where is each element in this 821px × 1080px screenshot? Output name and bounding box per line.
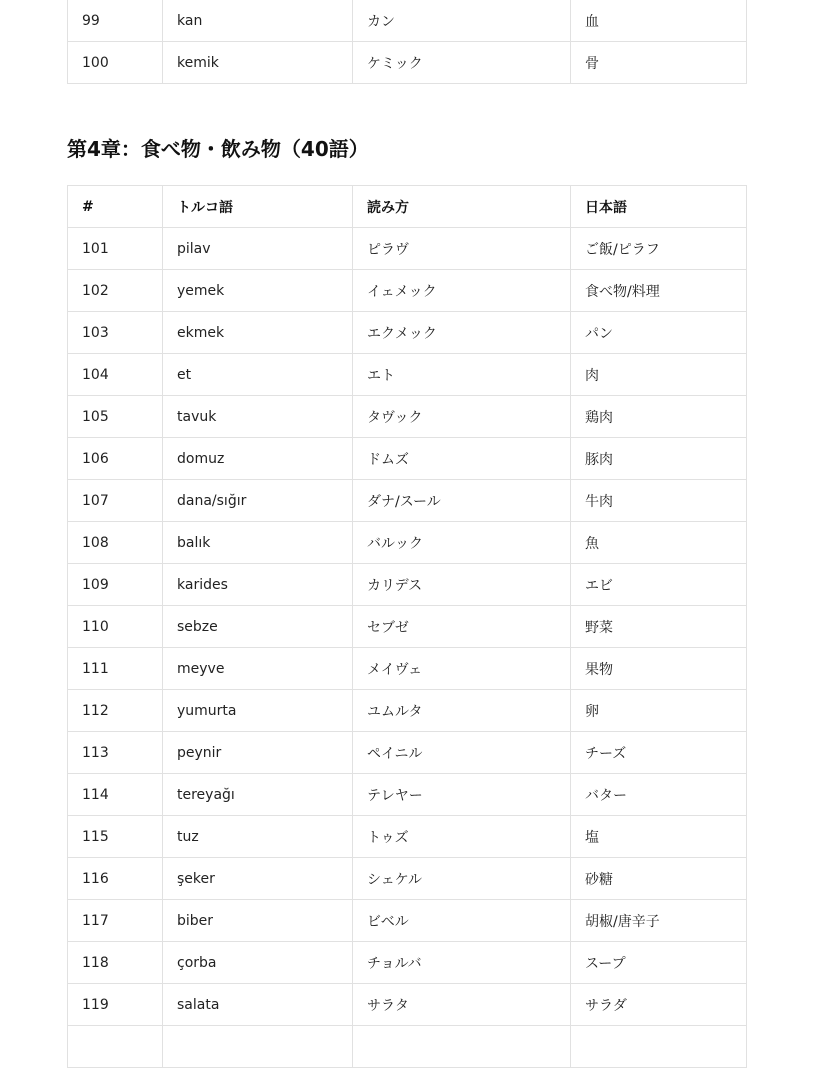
table-row <box>68 564 747 606</box>
cell-turkish: meyve <box>163 648 353 690</box>
empty-cell <box>163 1026 353 1068</box>
cell-turkish: et <box>163 354 353 396</box>
table-row <box>68 774 747 816</box>
table-row <box>68 942 747 984</box>
cell-turkish: pilav <box>163 228 353 270</box>
header-turkish: トルコ語 <box>163 186 353 228</box>
table-row <box>68 354 747 396</box>
cell-number: 109 <box>68 564 163 606</box>
cell-reading: ビベル <box>353 900 571 942</box>
cell-japanese: パン <box>571 312 747 354</box>
header-row <box>68 186 747 228</box>
previous-chapter-table <box>67 0 747 84</box>
cell-number: 103 <box>68 312 163 354</box>
cell-reading: メイヴェ <box>353 648 571 690</box>
cell-reading: バルック <box>353 522 571 564</box>
cell-japanese: サラダ <box>571 984 747 1026</box>
cell-turkish: kemik <box>163 42 353 84</box>
cell-number: 114 <box>68 774 163 816</box>
cell-japanese: 砂糖 <box>571 858 747 900</box>
cell-number: 116 <box>68 858 163 900</box>
previous-chapter-table-body <box>68 0 747 84</box>
cell-number: 115 <box>68 816 163 858</box>
cell-number: 104 <box>68 354 163 396</box>
table-row <box>68 270 747 312</box>
cell-japanese: 胡椒/唐辛子 <box>571 900 747 942</box>
cell-reading: トゥズ <box>353 816 571 858</box>
cell-reading: ペイニル <box>353 732 571 774</box>
cell-number: 118 <box>68 942 163 984</box>
cell-turkish: sebze <box>163 606 353 648</box>
table-row <box>68 900 747 942</box>
table-row <box>68 480 747 522</box>
cell-number: 100 <box>68 42 163 84</box>
cell-turkish: tereyağı <box>163 774 353 816</box>
cell-number: 105 <box>68 396 163 438</box>
cell-japanese: ご飯/ピラフ <box>571 228 747 270</box>
cell-turkish: dana/sığır <box>163 480 353 522</box>
cell-japanese: 野菜 <box>571 606 747 648</box>
table-row <box>68 438 747 480</box>
cell-japanese: スープ <box>571 942 747 984</box>
header-japanese: 日本語 <box>571 186 747 228</box>
table-row <box>68 732 747 774</box>
cell-japanese: 肉 <box>571 354 747 396</box>
cell-turkish: balık <box>163 522 353 564</box>
table-row <box>68 816 747 858</box>
cell-turkish: çorba <box>163 942 353 984</box>
cell-turkish: yumurta <box>163 690 353 732</box>
cell-turkish: yemek <box>163 270 353 312</box>
cell-number: 110 <box>68 606 163 648</box>
cell-turkish: domuz <box>163 438 353 480</box>
cell-turkish: salata <box>163 984 353 1026</box>
cell-turkish: tavuk <box>163 396 353 438</box>
cell-japanese: 卵 <box>571 690 747 732</box>
cell-turkish: karides <box>163 564 353 606</box>
chapter-heading: 第4章：食べ物・飲み物（40語） <box>67 137 369 161</box>
cell-turkish: biber <box>163 900 353 942</box>
cell-japanese: バター <box>571 774 747 816</box>
cell-reading: ケミック <box>353 42 571 84</box>
cell-reading: ユムルタ <box>353 690 571 732</box>
cell-japanese: 果物 <box>571 648 747 690</box>
cell-number: 119 <box>68 984 163 1026</box>
cell-japanese: 鶏肉 <box>571 396 747 438</box>
table-row <box>68 690 747 732</box>
table-row <box>68 648 747 690</box>
cell-reading: タヴック <box>353 396 571 438</box>
cell-reading: シェケル <box>353 858 571 900</box>
table-row <box>68 1026 747 1068</box>
cell-reading: イェメック <box>353 270 571 312</box>
cell-turkish: kan <box>163 0 353 42</box>
cell-reading: サラタ <box>353 984 571 1026</box>
table-row <box>68 984 747 1026</box>
empty-cell <box>353 1026 571 1068</box>
cell-japanese: 塩 <box>571 816 747 858</box>
cell-turkish: şeker <box>163 858 353 900</box>
cell-number: 107 <box>68 480 163 522</box>
cell-japanese: 豚肉 <box>571 438 747 480</box>
table-row <box>68 396 747 438</box>
table-row <box>68 0 747 42</box>
cell-japanese: 血 <box>571 0 747 42</box>
cell-reading: セブゼ <box>353 606 571 648</box>
table-header <box>68 186 747 228</box>
empty-cell <box>68 1026 163 1068</box>
cell-reading: テレヤー <box>353 774 571 816</box>
cell-reading: ピラヴ <box>353 228 571 270</box>
cell-turkish: peynir <box>163 732 353 774</box>
cell-japanese: チーズ <box>571 732 747 774</box>
cell-number: 108 <box>68 522 163 564</box>
header-reading: 読み方 <box>353 186 571 228</box>
cell-japanese: 牛肉 <box>571 480 747 522</box>
cell-number: 112 <box>68 690 163 732</box>
cell-japanese: 食べ物/料理 <box>571 270 747 312</box>
cell-number: 117 <box>68 900 163 942</box>
table-row <box>68 42 747 84</box>
cell-reading: ドムズ <box>353 438 571 480</box>
cell-reading: エト <box>353 354 571 396</box>
table-row <box>68 312 747 354</box>
table-row <box>68 858 747 900</box>
cell-number: 102 <box>68 270 163 312</box>
cell-turkish: ekmek <box>163 312 353 354</box>
table-row <box>68 606 747 648</box>
food-vocabulary-table-body <box>68 228 747 1068</box>
cell-number: 101 <box>68 228 163 270</box>
table-row <box>68 228 747 270</box>
cell-reading: カリデス <box>353 564 571 606</box>
food-vocabulary-table <box>67 185 747 1068</box>
cell-reading: カン <box>353 0 571 42</box>
cell-number: 99 <box>68 0 163 42</box>
cell-reading: チョルバ <box>353 942 571 984</box>
cell-turkish: tuz <box>163 816 353 858</box>
cell-number: 106 <box>68 438 163 480</box>
cell-number: 111 <box>68 648 163 690</box>
cell-japanese: エビ <box>571 564 747 606</box>
empty-cell <box>571 1026 747 1068</box>
header-num: # <box>68 186 163 228</box>
cell-japanese: 骨 <box>571 42 747 84</box>
cell-reading: エクメック <box>353 312 571 354</box>
cell-japanese: 魚 <box>571 522 747 564</box>
cell-reading: ダナ/スール <box>353 480 571 522</box>
table-row <box>68 522 747 564</box>
cell-number: 113 <box>68 732 163 774</box>
